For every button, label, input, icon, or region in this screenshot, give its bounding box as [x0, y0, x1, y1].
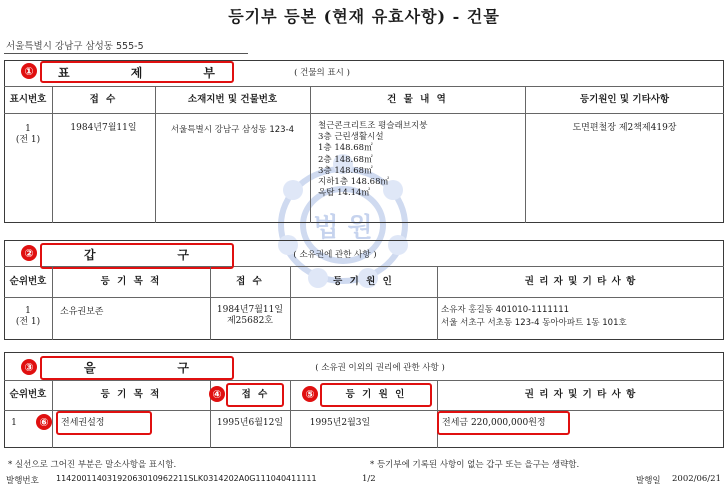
- eulgu-header-purpose: 등 기 목 적: [100, 389, 162, 401]
- issue-number: 11420011403192063010962211SLK0314202A0G111040411111: [56, 474, 317, 483]
- pyojebu-row-location: 서울특별시 강남구 삼성동 123-4: [170, 124, 295, 135]
- eulgu-header-cause: 등 기 원 인: [345, 389, 407, 401]
- eulgu-header-reception: 접 수: [241, 389, 270, 401]
- issue-number-label: 발행번호: [6, 476, 39, 486]
- eulgu-row-purpose: 전세권설정: [61, 417, 105, 428]
- pyojebu-row-details: 철근콘크리트조 평슬래브지붕 3층 근린생활시설 1층 148.68㎡ 2층 148.68㎡ 3층 148.68㎡ 지하1층 148.68㎡ 옥탑 14.14㎡: [318, 121, 428, 199]
- pyojebu-title: 표 제 부: [58, 65, 215, 80]
- gapgu-header-purpose: 등 기 목 적: [100, 275, 162, 287]
- gapgu-subtitle: ( 소유권에 관한 사항 ): [293, 249, 377, 260]
- footer-note-omitted: * 등기부에 기록된 사항이 없는 갑구 또는 을구는 생략함.: [370, 460, 580, 470]
- eulgu-row-cause: 1995년2월3일: [309, 417, 371, 428]
- gapgu-row-no: 1 (전 1): [15, 306, 41, 327]
- gapgu-row-holder: 소유자 홍길동 401010-1111111 서울 서초구 서초동 123-4 동아아파트 1동 101호: [441, 305, 627, 328]
- gapgu-header-holder: 권 리 자 및 기 타 사 항: [524, 275, 637, 287]
- seal-text: 법 원: [313, 213, 373, 243]
- eulgu-cause-highlight: [320, 383, 432, 407]
- eulgu-purpose-highlight: [56, 411, 152, 435]
- property-address: 서울특별시 강남구 삼성동 555-5: [6, 41, 144, 52]
- marker-6: ⑥: [36, 414, 52, 430]
- gapgu-header-reception: 접 수: [236, 275, 264, 287]
- footer-note-strikethrough: * 실선으로 그어진 부분은 말소사항을 표시함.: [8, 460, 177, 470]
- eulgu-reception-highlight: [226, 383, 284, 407]
- eulgu-row-no: 1: [11, 417, 17, 428]
- gapgu-header-no: 순위번호: [9, 275, 47, 287]
- gapgu-header-cause: 등 기 원 인: [333, 275, 394, 287]
- document-title: 등기부 등본 (현재 유효사항) - 건물: [228, 7, 500, 26]
- pyojebu-header-reception: 접 수: [89, 93, 118, 105]
- gapgu-row-cause: [290, 302, 437, 330]
- eulgu-title-highlight: [40, 356, 234, 380]
- pyojebu-row-no: 1 (전 1): [15, 124, 41, 145]
- issue-date-label: 발행일: [636, 476, 661, 486]
- pyojebu-header-cause: 등기원인 및 기타사항: [579, 93, 670, 105]
- marker-2: ②: [21, 245, 37, 261]
- eulgu-row-reception: 1995년6월12일: [216, 417, 284, 428]
- gapgu-row-purpose: 소유권보존: [60, 306, 104, 317]
- marker-5: ⑤: [302, 386, 318, 402]
- pyojebu-header-location: 소재지번 및 건물번호: [187, 93, 278, 105]
- pyojebu-header-no: 표시번호: [9, 93, 47, 105]
- eulgu-header-no: 순위번호: [9, 389, 47, 401]
- pyojebu-row-cause: 도면편철장 제2책제419장: [572, 122, 677, 133]
- issue-date: 2002/06/21: [672, 474, 721, 484]
- gapgu-row-reception: 1984년7월11일 제25682호: [216, 305, 284, 326]
- eulgu-subtitle: ( 소유권 이외의 권리에 관한 사항 ): [315, 362, 445, 373]
- eulgu-header-holder: 권 리 자 및 기 타 사 항: [524, 389, 637, 401]
- marker-4: ④: [209, 386, 225, 402]
- eulgu-title: 을 구: [84, 360, 189, 375]
- pyojebu-header-details: 건 물 내 역: [387, 93, 448, 105]
- pyojebu-subtitle: ( 건물의 표시 ): [294, 67, 350, 78]
- pyojebu-row-reception: 1984년7월11일: [70, 122, 137, 133]
- pyojebu-title-highlight: [40, 61, 234, 83]
- page-indicator: 1/2: [362, 474, 376, 484]
- eulgu-holder-highlight: [437, 411, 570, 435]
- marker-1: ①: [21, 63, 37, 79]
- address-underline: [4, 53, 248, 54]
- gapgu-title: 갑 구: [84, 247, 189, 262]
- marker-3: ③: [21, 359, 37, 375]
- eulgu-row-holder: 전세금 220,000,000원정: [442, 417, 546, 428]
